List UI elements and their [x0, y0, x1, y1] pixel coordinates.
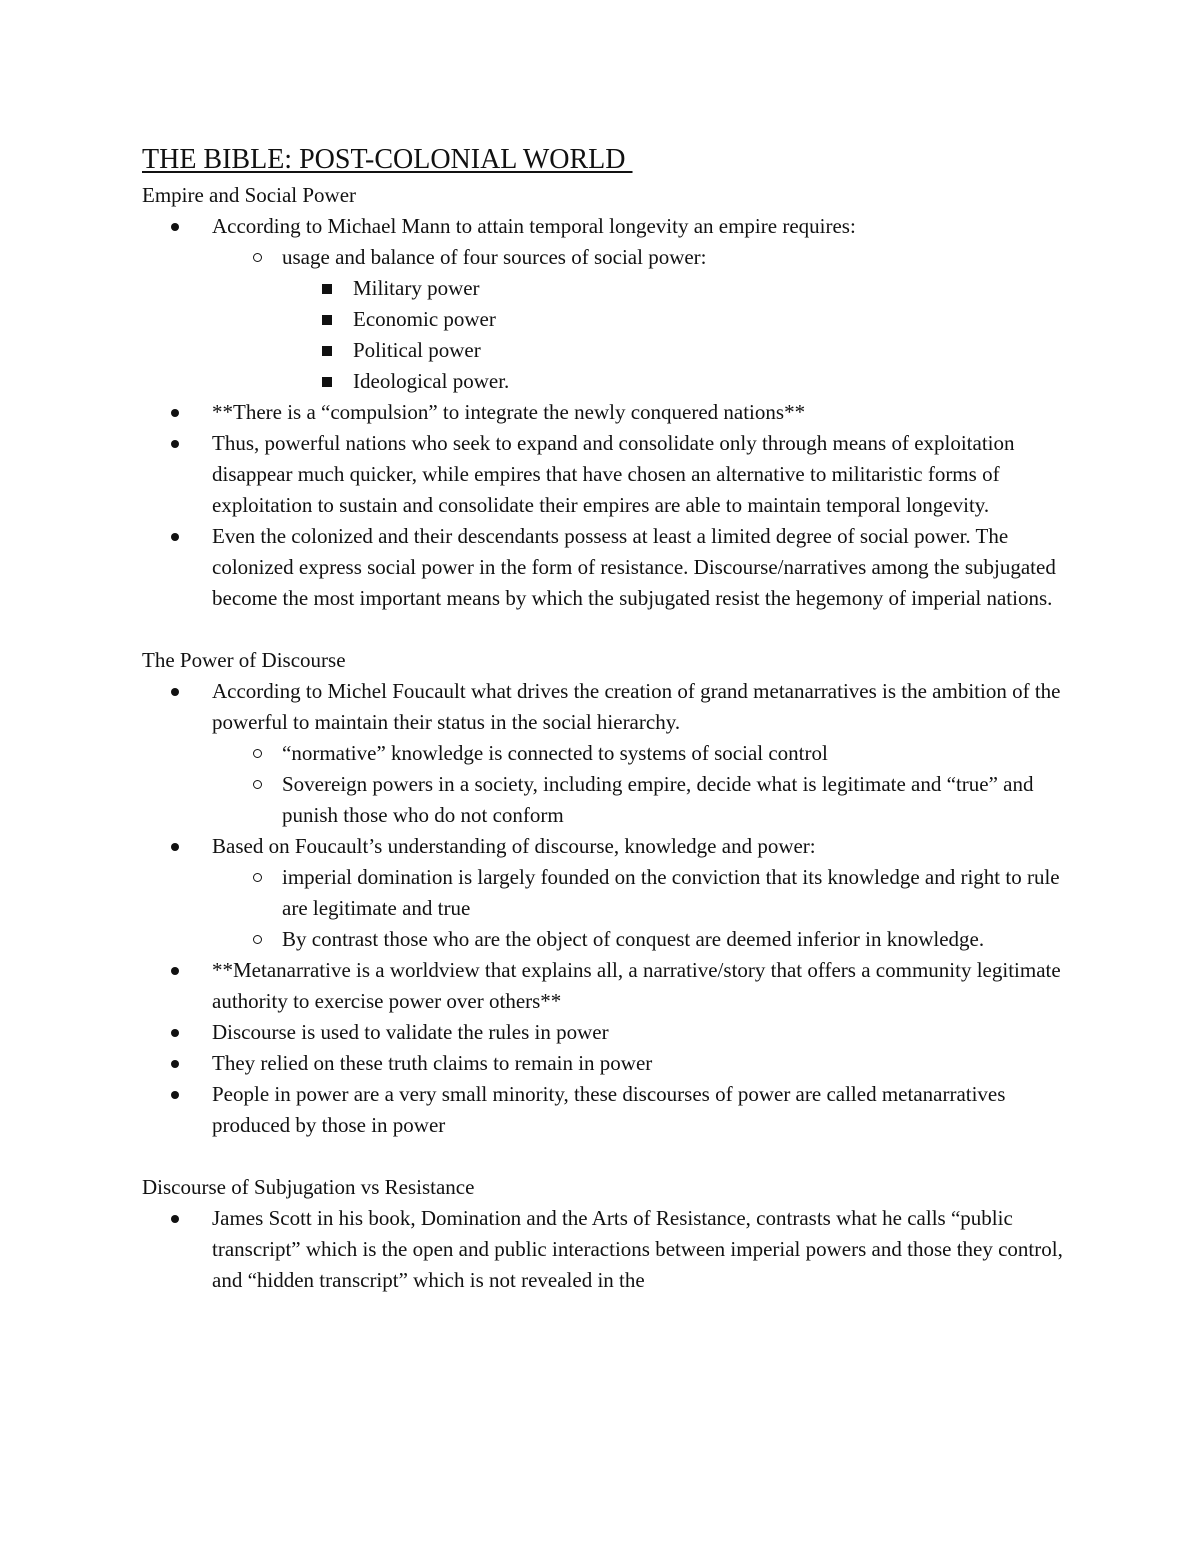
list-item	[142, 955, 1072, 1017]
list-item	[142, 397, 1072, 428]
list-item-text: James Scott in his book, Domination and the Arts of Resistance, contrasts what he calls “public transcript” which is the open and public interactions between imperial powers and those they control, and “hidden transcript” which is not revealed in the	[212, 1206, 1063, 1292]
bullet-dot-icon	[168, 955, 182, 986]
list-item	[142, 335, 1072, 366]
document-page	[142, 140, 1072, 1296]
section-heading: The Power of Discourse	[142, 648, 346, 672]
list-item	[142, 1017, 1072, 1048]
list-item	[142, 1203, 1072, 1296]
bullet-circle-icon	[250, 862, 264, 893]
bullet-square-icon	[320, 273, 334, 304]
bullet-circle-icon	[250, 769, 264, 800]
list-item-text: By contrast those who are the object of conquest are deemed inferior in knowledge.	[282, 927, 985, 951]
list-item	[142, 428, 1072, 521]
list-item-text: Sovereign powers in a society, including empire, decide what is legitimate and “true” and punish those who do not conform	[282, 772, 1034, 827]
bullet-dot-icon	[168, 521, 182, 552]
bullet-list	[142, 676, 1072, 1141]
list-item-text: usage and balance of four sources of social power:	[282, 245, 707, 269]
bullet-dot-icon	[168, 831, 182, 862]
bullet-circle-icon	[250, 242, 264, 273]
list-item-text: **Metanarrative is a worldview that explains all, a narrative/story that offers a community legitimate authority to exercise power over others**	[212, 958, 1061, 1013]
list-item-text: Based on Foucault’s understanding of discourse, knowledge and power:	[212, 834, 816, 858]
bullet-list	[142, 211, 1072, 614]
list-item	[142, 366, 1072, 397]
bullet-dot-icon	[168, 1017, 182, 1048]
list-item	[142, 862, 1072, 924]
bullet-square-icon	[320, 335, 334, 366]
list-item	[142, 738, 1072, 769]
section-subjugation-vs-resistance	[142, 1172, 1072, 1296]
list-item-text: Even the colonized and their descendants possess at least a limited degree of social power. The colonized express social power in the form of resistance. Discourse/narratives among the subjugated become the most important means by which the subjugated resist the hegemony of imperial nations.	[212, 524, 1056, 610]
bullet-dot-icon	[168, 1048, 182, 1079]
list-item	[142, 242, 1072, 273]
bullet-circle-icon	[250, 738, 264, 769]
bullet-circle-icon	[250, 924, 264, 955]
bullet-dot-icon	[168, 1079, 182, 1110]
document-title: THE BIBLE: POST-COLONIAL WORLD	[142, 144, 633, 175]
list-item	[142, 304, 1072, 335]
list-item-text: Discourse is used to validate the rules in power	[212, 1020, 609, 1044]
bullet-square-icon	[320, 366, 334, 397]
bullet-dot-icon	[168, 1203, 182, 1234]
list-item-text: “normative” knowledge is connected to systems of social control	[282, 741, 828, 765]
list-item	[142, 831, 1072, 862]
list-item	[142, 1048, 1072, 1079]
bullet-dot-icon	[168, 428, 182, 459]
section-empire-social-power	[142, 180, 1072, 614]
list-item	[142, 521, 1072, 614]
list-item	[142, 769, 1072, 831]
list-item	[142, 1079, 1072, 1141]
list-item	[142, 273, 1072, 304]
list-item-text: Ideological power.	[353, 369, 510, 393]
section-heading: Discourse of Subjugation vs Resistance	[142, 1175, 475, 1199]
section-power-of-discourse	[142, 645, 1072, 1141]
list-item-text: **There is a “compulsion” to integrate the newly conquered nations**	[212, 400, 806, 424]
list-item	[142, 924, 1072, 955]
bullet-square-icon	[320, 304, 334, 335]
bullet-dot-icon	[168, 211, 182, 242]
bullet-dot-icon	[168, 676, 182, 707]
list-item-text: People in power are a very small minority, these discourses of power are called metanarratives produced by those in power	[212, 1082, 1006, 1137]
section-heading: Empire and Social Power	[142, 183, 357, 207]
list-item	[142, 676, 1072, 738]
list-item-text: Military power	[353, 276, 480, 300]
list-item-text: According to Michel Foucault what drives the creation of grand metanarratives is the ambition of the powerful to maintain their status in the social hierarchy.	[212, 679, 1061, 734]
list-item	[142, 211, 1072, 242]
list-item-text: They relied on these truth claims to remain in power	[212, 1051, 653, 1075]
list-item-text: Economic power	[353, 307, 496, 331]
list-item-text: Thus, powerful nations who seek to expand and consolidate only through means of exploitation disappear much quicker, while empires that have chosen an alternative to militaristic forms of exploitation to sustain and consolidate their empires are able to maintain temporal longevity.	[212, 431, 1015, 517]
bullet-list	[142, 1203, 1072, 1296]
bullet-dot-icon	[168, 397, 182, 428]
list-item-text: Political power	[353, 338, 481, 362]
list-item-text: imperial domination is largely founded on the conviction that its knowledge and right to rule are legitimate and true	[282, 865, 1060, 920]
list-item-text: According to Michael Mann to attain temporal longevity an empire requires:	[212, 214, 856, 238]
